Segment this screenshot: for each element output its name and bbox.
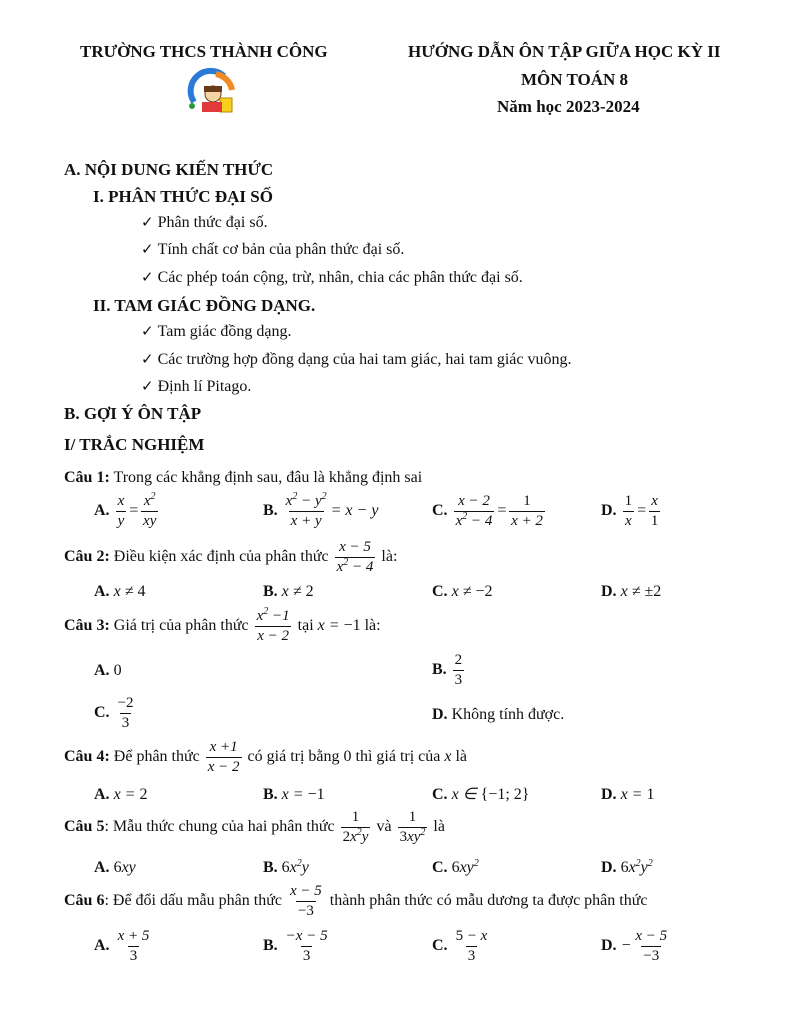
option-b: B. x ≠ 2 bbox=[263, 583, 314, 600]
check-icon: ✓ bbox=[141, 240, 154, 258]
option-c: C. $\frac{-2}{3}$ bbox=[94, 695, 134, 731]
option-c: C. $6xy^2$ bbox=[432, 858, 479, 876]
part-ii-heading: II. TAM GIÁC ĐỒNG DẠNG. bbox=[93, 296, 316, 315]
option-d: D. $\frac{1}{x}$ = $\frac{x}{1}$ bbox=[601, 493, 659, 529]
option-d: D. Không tính được. bbox=[432, 706, 565, 723]
option-a: A. $\frac{x}{y}$ = $\frac{x^2}{xy}$ bbox=[94, 491, 157, 529]
question-3: Câu 3: Giá trị của phân thức $\frac{x^2 -1}{x - 2}$ tại x = −1 là: bbox=[64, 606, 381, 644]
section-a-heading: A. NỘI DUNG KIẾN THỨC bbox=[64, 160, 274, 179]
check-icon: ✓ bbox=[141, 268, 154, 286]
section-b-heading: B. GỢI Ý ÔN TẬP bbox=[64, 404, 202, 423]
option-c: C. $\frac{5 - x}{3}$ bbox=[432, 928, 488, 964]
list-item: ✓ Các trường hợp đồng dạng của hai tam giác, hai tam giác vuông. bbox=[141, 350, 572, 368]
part-i-heading: I. PHÂN THỨC ĐẠI SỐ bbox=[93, 187, 273, 206]
option-a: A. $\frac{x + 5}{3}$ bbox=[94, 928, 150, 964]
school-logo bbox=[186, 66, 238, 116]
question-4: Câu 4: Để phân thức $\frac{x +1}{x - 2}$ có giá trị bằng 0 thì giá trị của x là bbox=[64, 739, 468, 775]
school-name: TRƯỜNG THCS THÀNH CÔNG bbox=[80, 42, 328, 61]
option-c: C. x ∈ {−1; 2} bbox=[432, 786, 530, 803]
subject-title: MÔN TOÁN 8 bbox=[521, 70, 629, 89]
option-a: A. 0 bbox=[94, 662, 122, 679]
list-item: ✓ Tính chất cơ bản của phân thức đại số. bbox=[141, 240, 405, 258]
option-d: D. x ≠ ±2 bbox=[601, 583, 662, 600]
question-2: Câu 2: Điều kiện xác định của phân thức $\frac{x - 5}{x^2 - 4}$ là: bbox=[64, 539, 398, 575]
option-d: D. x = 1 bbox=[601, 786, 655, 803]
option-c: C. $\frac{x - 2}{x^2 - 4}$ = $\frac{1}{x + 2}$ bbox=[432, 493, 543, 529]
question-5: Câu 5: Mẫu thức chung của hai phân thức $\frac{1}{2x^2y}$ và $\frac{1}{3xy^2}$ là bbox=[64, 809, 445, 845]
option-b: B. x = −1 bbox=[263, 786, 325, 803]
check-icon: ✓ bbox=[141, 377, 154, 395]
check-icon: ✓ bbox=[141, 350, 154, 368]
school-year: Năm học 2023-2024 bbox=[497, 97, 640, 116]
list-item: ✓ Định lí Pitago. bbox=[141, 377, 252, 395]
option-a: A. x = 2 bbox=[94, 786, 148, 803]
check-icon: ✓ bbox=[141, 322, 154, 340]
option-b: B. $\frac{2}{3}$ bbox=[432, 652, 463, 688]
list-item: ✓ Các phép toán cộng, trừ, nhân, chia các phân thức đại số. bbox=[141, 268, 523, 286]
document-title: HƯỚNG DẪN ÔN TẬP GIỮA HỌC KỲ II bbox=[408, 42, 721, 61]
list-item: ✓ Tam giác đồng dạng. bbox=[141, 322, 292, 340]
option-d: D. $6x^2y^2$ bbox=[601, 858, 653, 876]
option-a: A. 6xy bbox=[94, 859, 136, 876]
question-1: Câu 1: Trong các khẳng định sau, đâu là khẳng định sai bbox=[64, 469, 423, 486]
option-b: B. $\frac{x^2 - y^2}{x + y}$ = x − y bbox=[263, 491, 379, 529]
option-b: B. $6x^2y$ bbox=[263, 858, 309, 876]
list-item: ✓ Phân thức đại số. bbox=[141, 213, 268, 231]
option-a: A. x ≠ 4 bbox=[94, 583, 146, 600]
option-b: B. $\frac{-x - 5}{3}$ bbox=[263, 928, 328, 964]
question-6: Câu 6: Để đổi dấu mẫu phân thức $\frac{x - 5}{-3}$ thành phân thức có mẫu dương ta được phân thức bbox=[64, 883, 648, 919]
option-d: D. − $\frac{x - 5}{-3}$ bbox=[601, 928, 668, 964]
option-c: C. x ≠ −2 bbox=[432, 583, 493, 600]
check-icon: ✓ bbox=[141, 213, 154, 231]
section-b-sub: I/ TRẮC NGHIỆM bbox=[64, 435, 205, 454]
